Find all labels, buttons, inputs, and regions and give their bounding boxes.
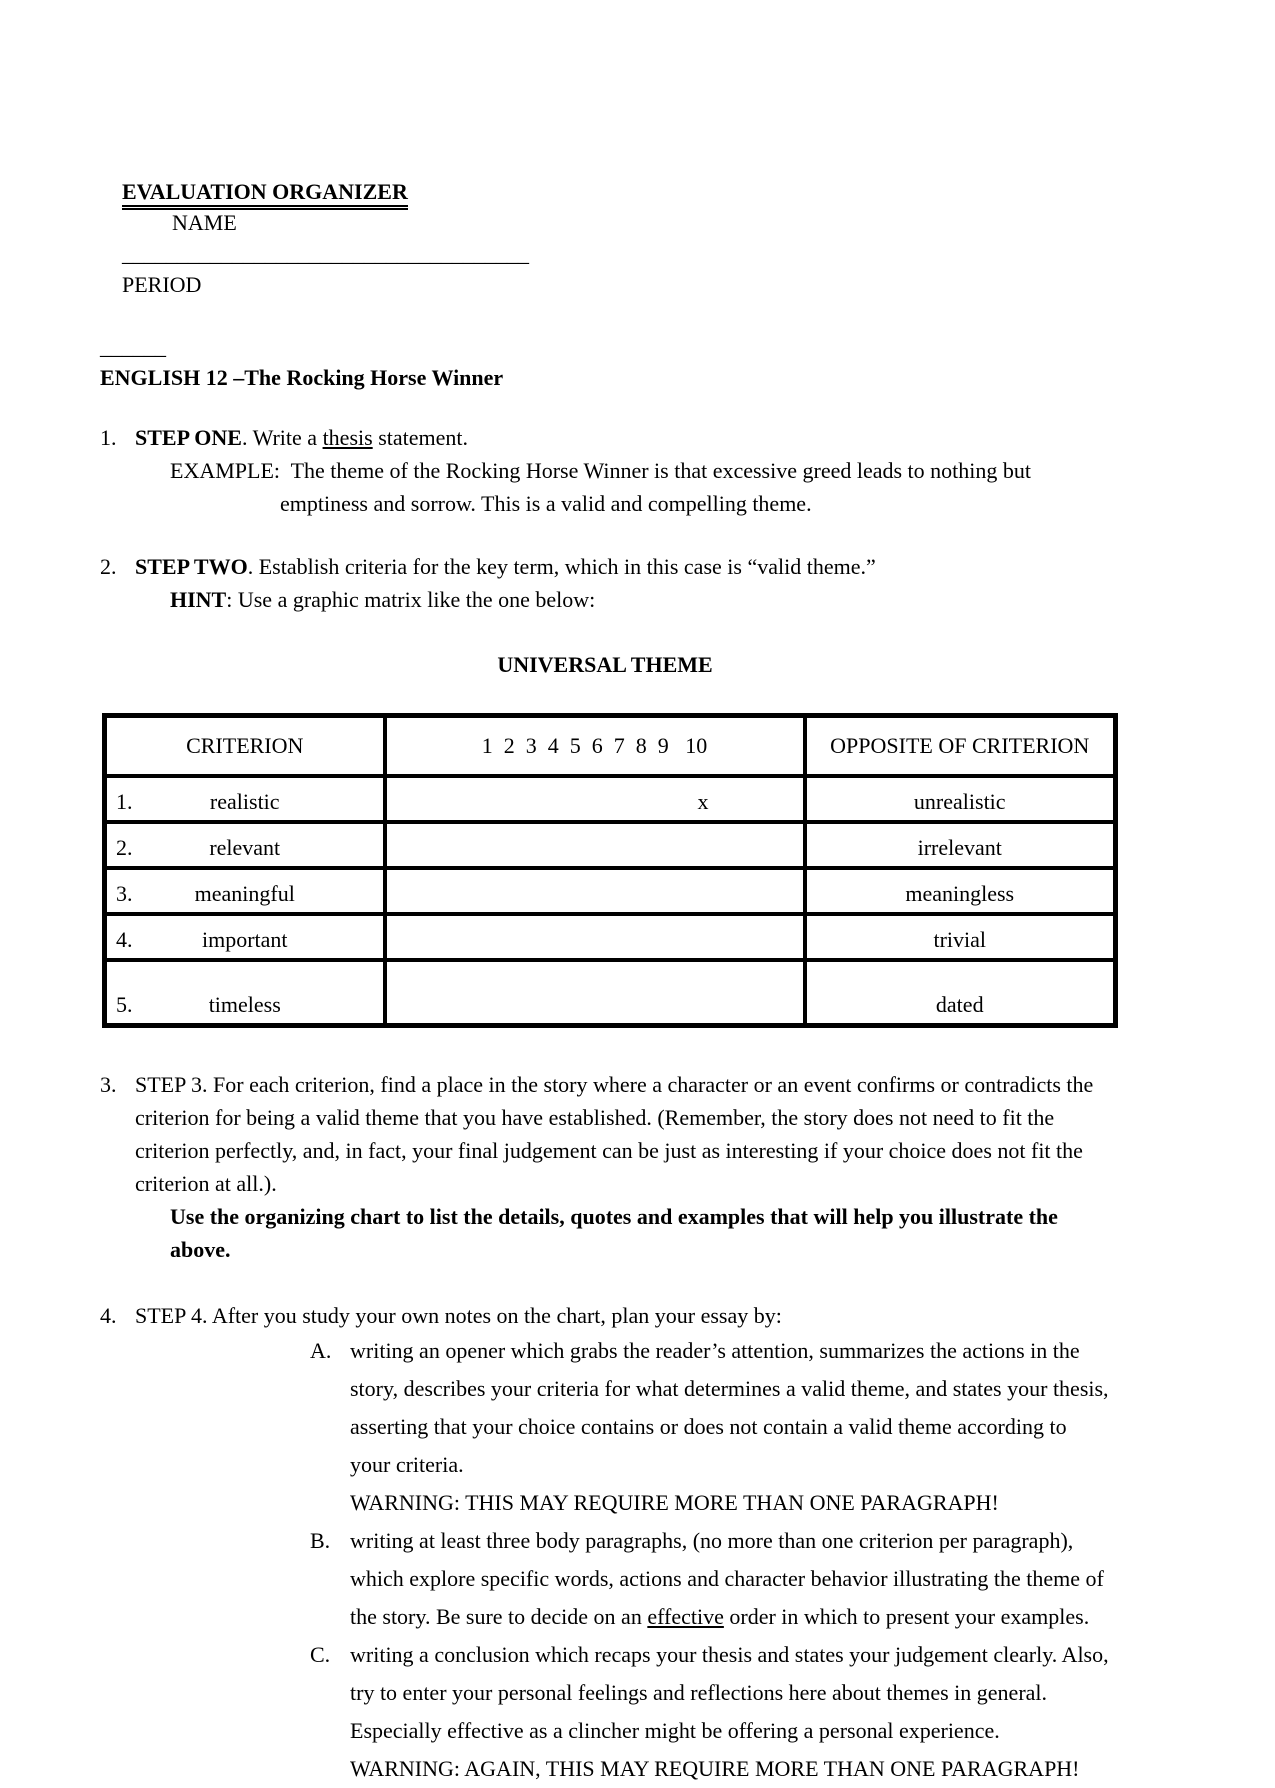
scale-cell bbox=[385, 776, 805, 822]
row-number: 3. bbox=[116, 880, 133, 906]
opposite-cell: meaningless bbox=[805, 868, 1116, 914]
hint-label: HINT bbox=[170, 587, 227, 612]
item-b-text-tail: order in which to present your examples. bbox=[723, 1604, 1090, 1629]
criterion-label: relevant bbox=[209, 834, 281, 860]
step-4-body bbox=[135, 1299, 1110, 1788]
step-1-instruction bbox=[135, 421, 1110, 454]
criterion-label: meaningful bbox=[194, 880, 295, 906]
period-label: PERIOD bbox=[122, 272, 202, 297]
item-a-letter: A. bbox=[310, 1338, 332, 1363]
step-2-body bbox=[135, 550, 1110, 616]
scale-cell bbox=[385, 960, 805, 1026]
item-b-text: writing at least three body paragraphs, (no more than one criterion per paragraph), which explore specific words, actions and character behavior illustrating the theme of the story. Be sure to decide on an bbox=[350, 1528, 1104, 1629]
scale-cell bbox=[385, 822, 805, 868]
table-row bbox=[105, 776, 1116, 822]
item-a-text: writing an opener which grabs the reader’s attention, summarizes the actions in the story, describes your criteria for what determines a valid theme, and states your thesis, asserting that your choice contains or does not contain a valid theme according to your criteria. bbox=[350, 1338, 1109, 1477]
hint-text: : Use a graphic matrix like the one below: bbox=[226, 587, 596, 612]
thesis-underlined-word: thesis bbox=[322, 425, 373, 450]
criterion-cell bbox=[105, 960, 385, 1026]
step-3-bold-note: Use the organizing chart to list the details, quotes and examples that will help you illustrate the above. bbox=[170, 1204, 1058, 1262]
course-title: ENGLISH 12 –The Rocking Horse Winner bbox=[100, 365, 504, 390]
item-c-letter: C. bbox=[310, 1642, 331, 1667]
universal-theme-table bbox=[102, 713, 1118, 1028]
header-line bbox=[100, 145, 1110, 331]
scale-mark: x bbox=[697, 788, 709, 814]
criterion-cell bbox=[105, 868, 385, 914]
criterion-cell bbox=[105, 822, 385, 868]
step-1-text: . Write a bbox=[241, 425, 323, 450]
step-4-section bbox=[100, 1299, 1110, 1788]
essay-item-a bbox=[310, 1332, 1110, 1522]
step-1-number: 1. bbox=[100, 425, 117, 450]
step-3-body bbox=[135, 1068, 1110, 1266]
criterion-label: important bbox=[201, 926, 288, 952]
step-2-instruction bbox=[135, 550, 1110, 583]
essay-item-c bbox=[310, 1636, 1110, 1788]
row-number: 1. bbox=[116, 788, 133, 814]
header-cell-scale: 1 2 3 4 5 6 7 8 9 10 bbox=[385, 716, 805, 776]
period-blank: ______ bbox=[100, 334, 166, 359]
item-b-letter: B. bbox=[310, 1528, 331, 1553]
table-row bbox=[105, 868, 1116, 914]
item-c-body bbox=[350, 1636, 1110, 1788]
example-line-1: EXAMPLE: The theme of the Rocking Horse Winner is that excessive greed leads to nothing but bbox=[170, 458, 1032, 483]
row-number: 4. bbox=[116, 926, 133, 952]
table-header-row bbox=[105, 716, 1116, 776]
step-1-label: STEP ONE bbox=[135, 425, 242, 450]
scale-cell bbox=[385, 914, 805, 960]
document-title: EVALUATION ORGANIZER bbox=[122, 179, 408, 210]
step-3-number: 3. bbox=[100, 1072, 117, 1097]
step-1-body bbox=[135, 421, 1110, 520]
scale-cell bbox=[385, 868, 805, 914]
opposite-cell: irrelevant bbox=[805, 822, 1116, 868]
step-3-section bbox=[100, 1068, 1110, 1266]
criterion-label: timeless bbox=[208, 992, 281, 1017]
step-4-number: 4. bbox=[100, 1303, 117, 1328]
hint-line bbox=[170, 583, 1110, 616]
row-number: 5. bbox=[116, 992, 133, 1017]
matrix-title: UNIVERSAL THEME bbox=[497, 652, 713, 677]
criterion-cell bbox=[105, 776, 385, 822]
table-row bbox=[105, 914, 1116, 960]
table-row bbox=[105, 822, 1116, 868]
step-1-text-tail: statement. bbox=[372, 425, 468, 450]
step-2-number: 2. bbox=[100, 554, 117, 579]
warning-c: WARNING: AGAIN, THIS MAY REQUIRE MORE THAN ONE PARAGRAPH! bbox=[350, 1756, 1080, 1781]
opposite-cell: trivial bbox=[805, 914, 1116, 960]
step-4-instruction: STEP 4. After you study your own notes on the chart, plan your essay by: bbox=[135, 1303, 782, 1328]
essay-item-b bbox=[310, 1522, 1110, 1636]
opposite-cell: dated bbox=[805, 960, 1116, 1026]
header-cell-criterion: CRITERION bbox=[105, 716, 385, 776]
warning-a: WARNING: THIS MAY REQUIRE MORE THAN ONE PARAGRAPH! bbox=[350, 1490, 999, 1515]
criterion-cell bbox=[105, 914, 385, 960]
step-2-label: STEP TWO bbox=[135, 554, 248, 579]
item-b-body bbox=[350, 1522, 1110, 1636]
step-3-instruction: STEP 3. For each criterion, find a place in the story where a character or an event confirms or contradicts the criterion for being a valid theme that you have established. (Remember, the story does not need to fit the criterion perfectly, and, in fact, your final judgement can be just as interesting if your choice does not fit the criterion at all.). bbox=[135, 1072, 1094, 1196]
name-blank: _____________________________________ bbox=[122, 241, 529, 266]
table-row bbox=[105, 960, 1116, 1026]
item-a-body bbox=[350, 1332, 1110, 1522]
row-number: 2. bbox=[116, 834, 133, 860]
item-c-text: writing a conclusion which recaps your thesis and states your judgement clearly. Also, try to enter your personal feelings and reflections here about themes in general. Especially effective as a clincher might be offering a personal experience. bbox=[350, 1642, 1109, 1743]
criterion-label: realistic bbox=[209, 788, 280, 814]
header-cell-opposite: OPPOSITE OF CRITERION bbox=[805, 716, 1116, 776]
step-2-text: . Establish criteria for the key term, which in this case is “valid theme.” bbox=[247, 554, 876, 579]
example-line-2: emptiness and sorrow. This is a valid and compelling theme. bbox=[280, 491, 812, 516]
effective-underlined-word: effective bbox=[647, 1604, 724, 1629]
step-2-section bbox=[100, 550, 1110, 616]
name-label: NAME bbox=[172, 210, 243, 235]
step-1-section bbox=[100, 421, 1110, 520]
opposite-cell: unrealistic bbox=[805, 776, 1116, 822]
